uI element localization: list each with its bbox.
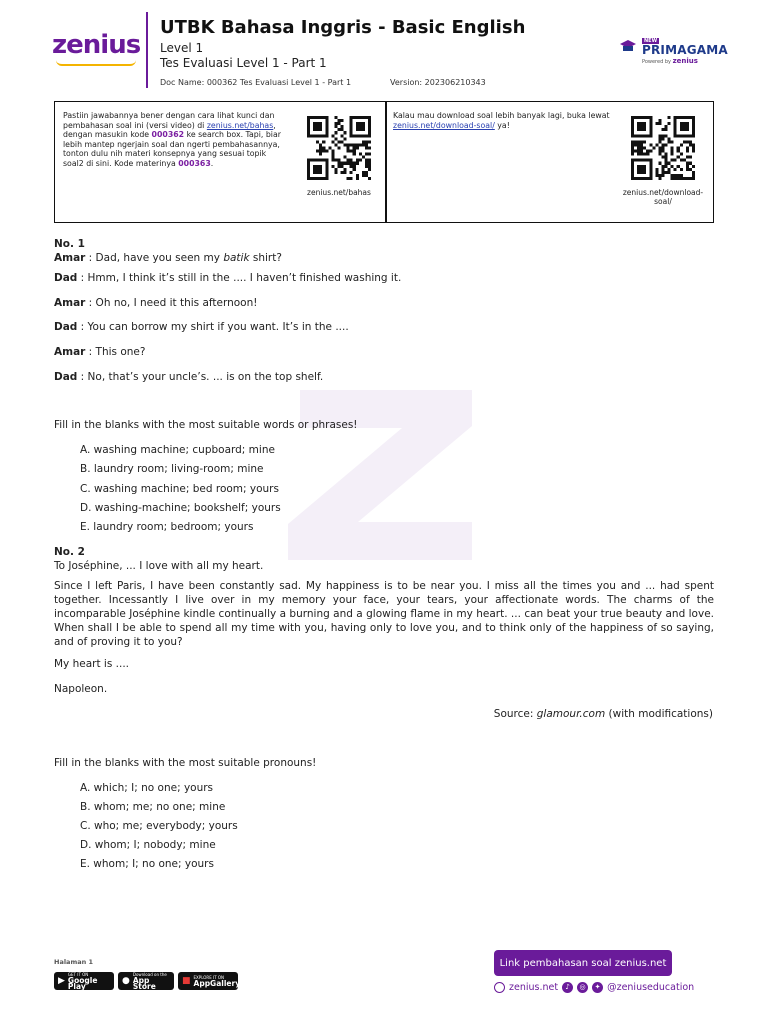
graduation-cap-icon (620, 40, 636, 54)
doc-test-name: Tes Evaluasi Level 1 - Part 1 (160, 56, 327, 70)
question-number-2: No. 2 (54, 546, 85, 558)
doc-name: Doc Name: 000362 Tes Evaluasi Level 1 - Part 1 (160, 78, 352, 87)
zenius-watermark-icon (282, 390, 482, 560)
letter-closing: My heart is .... (54, 658, 130, 670)
page-number: Halaman 1 (54, 958, 94, 966)
dialog-line: Dad : You can borrow my shirt if you want. It’s in the .... (54, 321, 349, 333)
app-gallery-badge[interactable]: ■ EXPLORE IT ON AppGallery (178, 972, 238, 990)
answer-option[interactable]: E. laundry room; bedroom; yours (80, 521, 254, 533)
dialog-line: Dad : Hmm, I think it’s still in the .... I haven’t finished washing it. (54, 272, 402, 284)
question-number-1: No. 1 (54, 238, 85, 250)
website-link[interactable]: zenius.net (509, 981, 559, 993)
answer-option[interactable]: B. whom; me; no one; mine (80, 801, 226, 813)
dialog-line: Amar : Dad, have you seen my batik shirt? (54, 252, 282, 264)
doc-version: Version: 202306210343 (390, 78, 486, 87)
zenius-logo: zenius (52, 30, 140, 60)
dialog-line: Amar : Oh no, I need it this afternoon! (54, 297, 258, 309)
doc-level: Level 1 (160, 41, 204, 55)
apple-icon: ● (122, 976, 130, 986)
dialog-line: Dad : No, that’s your uncle’s. ... is on the top shelf. (54, 371, 324, 383)
pembahasan-link-button[interactable]: Link pembahasan soal zenius.net (494, 950, 672, 976)
social-links (494, 980, 694, 994)
primagama-logo: NEW PRIMAGAMA Powered by zenius (620, 38, 720, 68)
answer-option[interactable]: A. which; I; no one; yours (80, 782, 214, 794)
doc-title: UTBK Bahasa Inggris - Basic English (160, 17, 526, 38)
bahas-link[interactable]: zenius.net/bahas (206, 120, 274, 130)
huawei-icon: ■ (182, 976, 191, 986)
play-icon: ▶ (58, 976, 65, 986)
answer-option[interactable]: D. whom; I; nobody; mine (80, 839, 216, 851)
qr-caption-download: zenius.net/download- soal/ (622, 188, 704, 206)
info-left-text: Pastiin jawabannya bener dengan cara lihat kunci dan pembahasan soal ini (versi video) di zenius.net/bahas, dengan masukin kode 000362 ke search box. Tapi, biar lebih mantep ngerjain soal dan ngerti pembahasannya, tonton dulu nih materi konsepnya yang sesuai topik soal2 di sini. Kode materinya 000363. (63, 111, 281, 168)
qr-code-icon[interactable] (307, 116, 371, 180)
letter-paragraph: Since I left Paris, I have been constantly sad. My happiness is to be near you. I miss all the times you and ... had spent together. Incessantly I live over in my memory your face, your tears, your affectionate words. The charms of the incomparable Joséphine kindle continually a burning and a glowing flame in my heart. ... can beat your true beauty and love. When shall I be able to spend all my time with you, having only to love you, and to think only of the happiness of so saying, and of proving it to you? (54, 580, 714, 648)
answer-option[interactable]: E. whom; I; no one; yours (80, 858, 214, 870)
letter-greeting: To Joséphine, ... I love with all my heart. (54, 560, 264, 572)
twitter-icon[interactable]: ✦ (592, 982, 603, 993)
tiktok-icon[interactable]: ♪ (562, 982, 573, 993)
qr-caption-bahas: zenius.net/bahas (307, 188, 371, 197)
google-play-badge[interactable]: ▶ GET IT ON Google Play (54, 972, 114, 990)
qr-code-icon[interactable] (631, 116, 695, 180)
header-divider (146, 12, 148, 88)
question-instruction: Fill in the blanks with the most suitable pronouns! (54, 757, 317, 769)
answer-option[interactable]: C. washing machine; bed room; yours (80, 483, 279, 495)
answer-option[interactable]: A. washing machine; cupboard; mine (80, 444, 275, 456)
question-instruction: Fill in the blanks with the most suitable words or phrases! (54, 419, 358, 431)
globe-icon (494, 982, 505, 993)
info-right-text: Kalau mau download soal lebih banyak lagi, buka lewat zenius.net/download-soal/ ya! (393, 111, 610, 130)
social-handle[interactable]: @zeniuseducation (607, 981, 695, 993)
instagram-icon[interactable]: ◎ (577, 982, 588, 993)
answer-option[interactable]: C. who; me; everybody; yours (80, 820, 238, 832)
download-soal-link[interactable]: zenius.net/download-soal/ (393, 120, 495, 130)
answer-option[interactable]: D. washing-machine; bookshelf; yours (80, 502, 281, 514)
dialog-line: Amar : This one? (54, 346, 146, 358)
answer-option[interactable]: B. laundry room; living-room; mine (80, 463, 264, 475)
app-store-badge[interactable]: ● Download on the App Store (118, 972, 174, 990)
letter-signature: Napoleon. (54, 683, 108, 695)
source-citation: Source: glamour.com (with modifications) (493, 708, 713, 720)
info-box (54, 101, 714, 223)
